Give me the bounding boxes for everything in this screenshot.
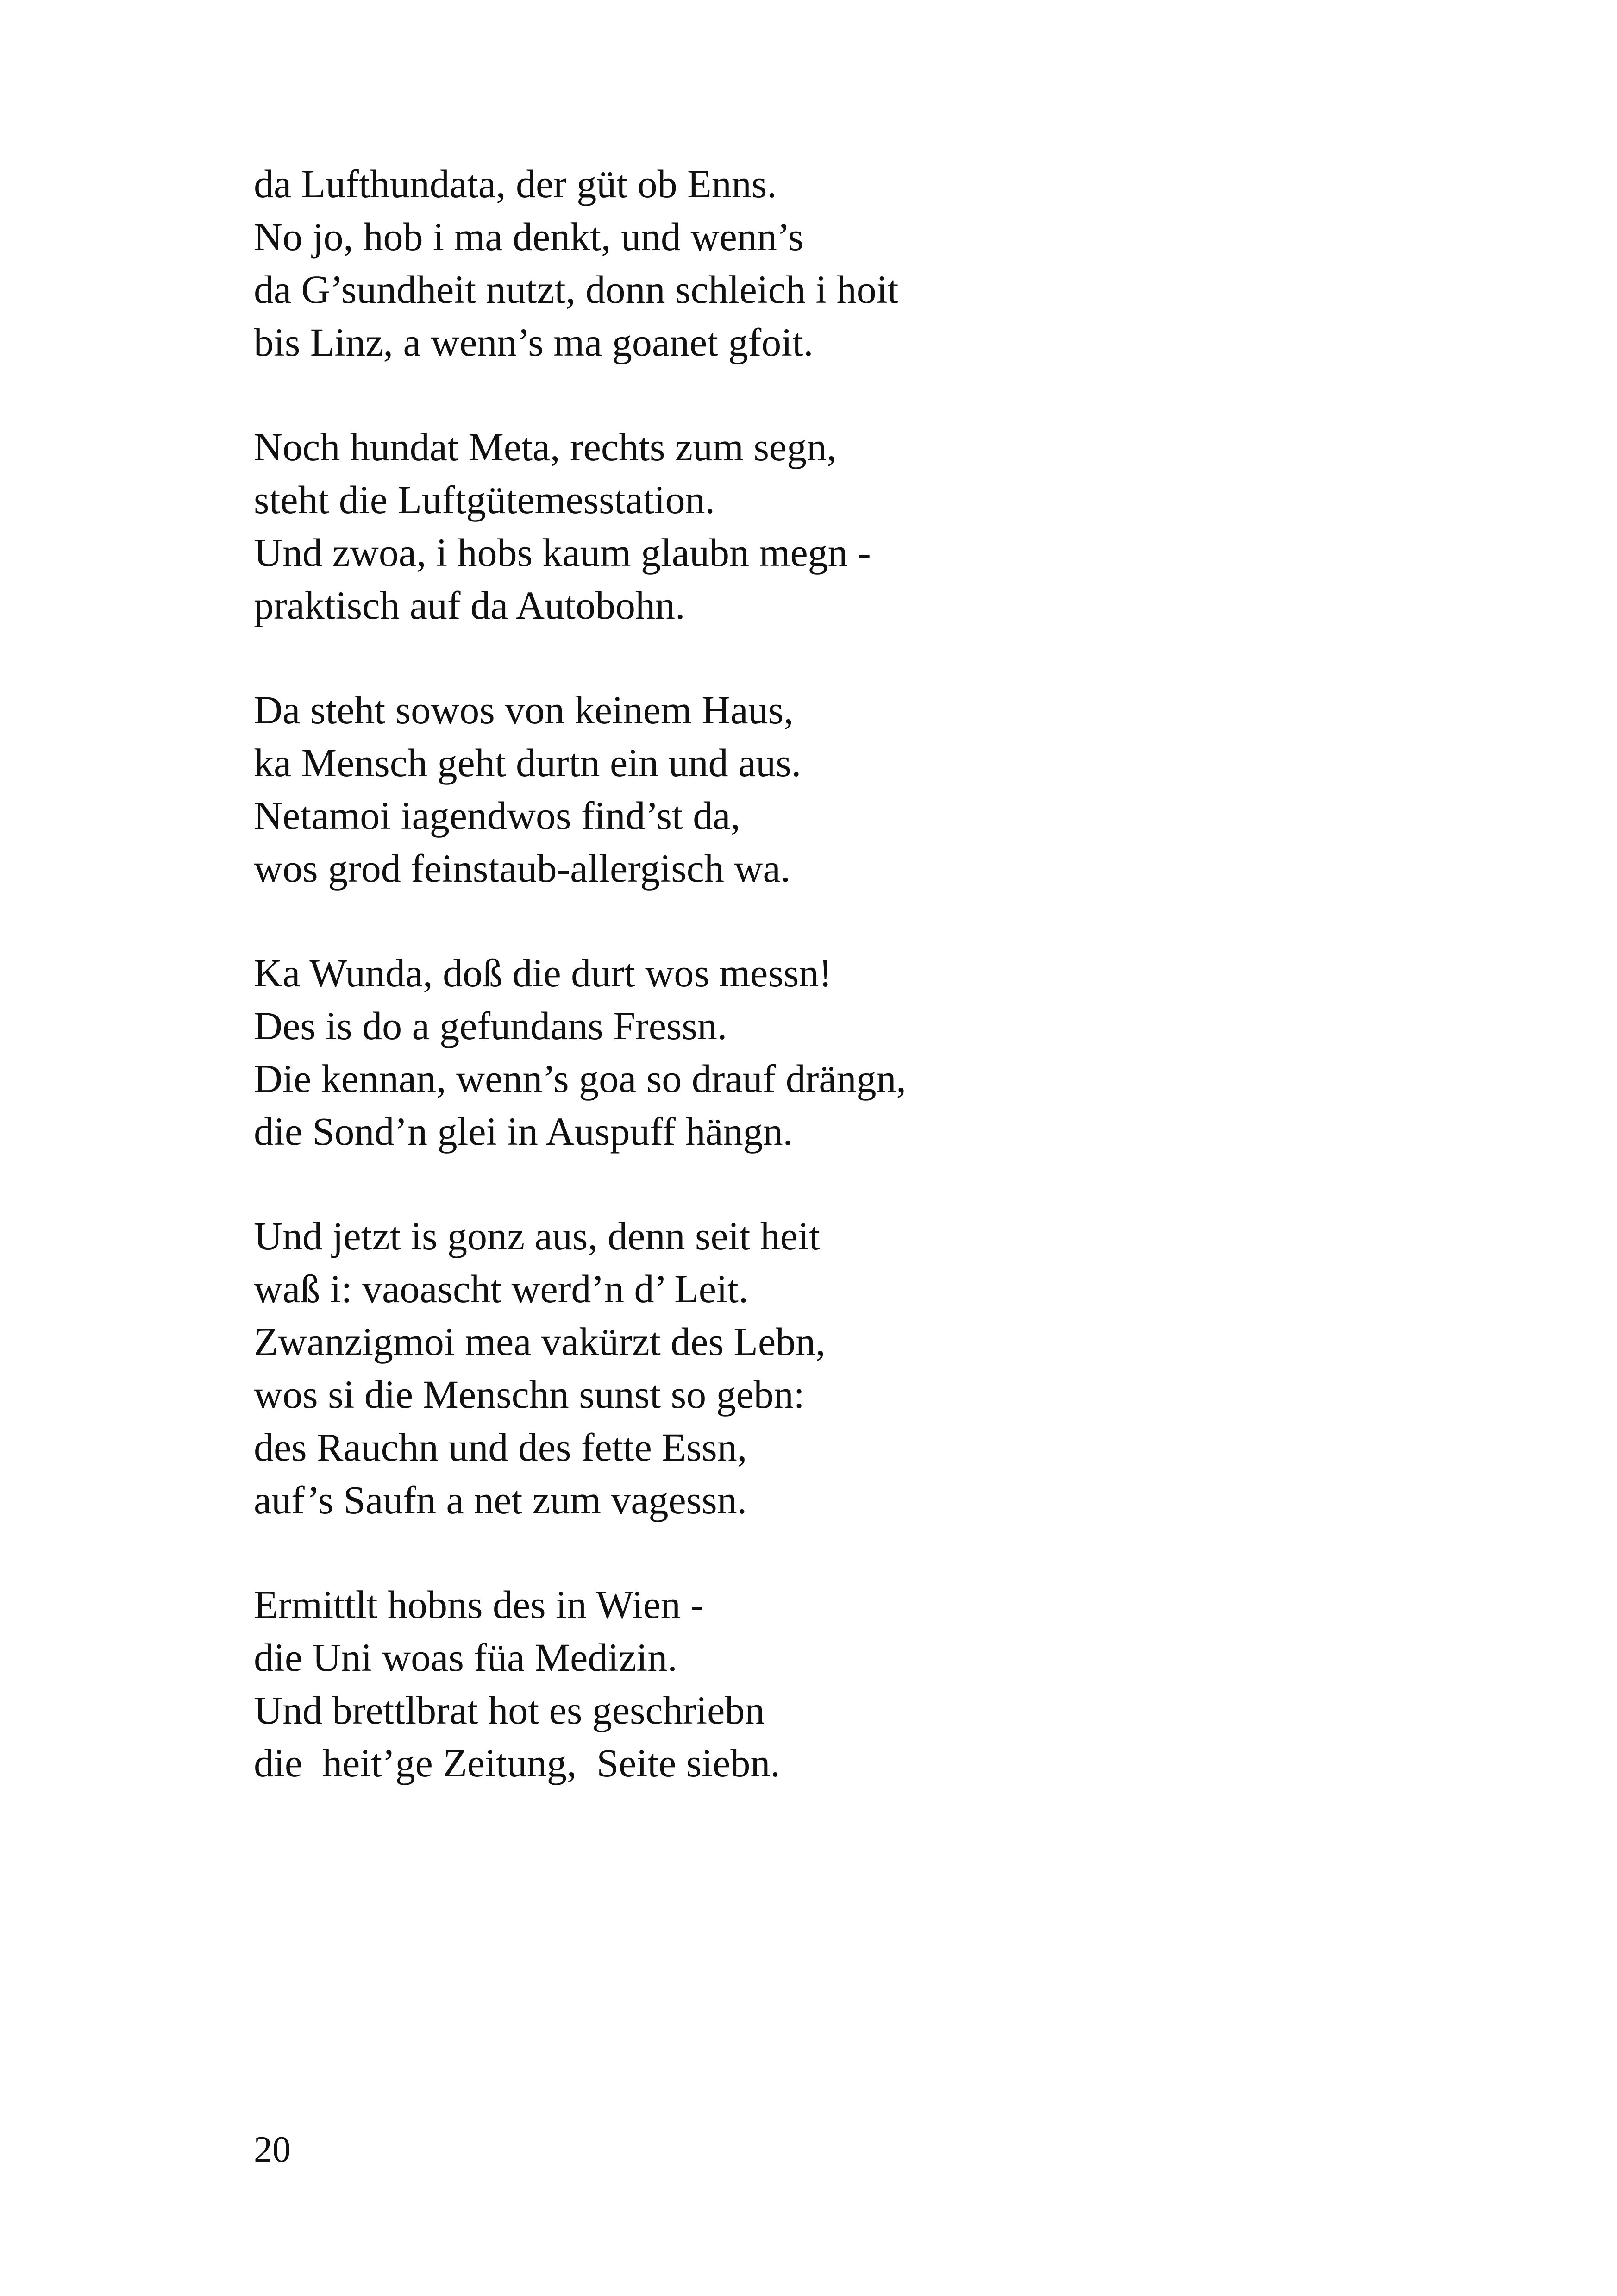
- poem-line: des Rauchn und des fette Essn,: [254, 1425, 747, 1469]
- poem-line: wos si die Menschn sunst so gebn:: [254, 1372, 805, 1417]
- stanza: [254, 947, 1458, 1158]
- poem-line: Und zwoa, i hobs kaum glaubn megn -: [254, 530, 871, 575]
- stanza: [254, 1578, 1458, 1789]
- poem-line: No jo, hob i ma denkt, und wenn’s: [254, 214, 804, 259]
- poem-line: wos grod feinstaub-allergisch wa.: [254, 846, 791, 891]
- poem-line: praktisch auf da Autobohn.: [254, 583, 685, 627]
- poem-line: die heit’ge Zeitung, Seite siebn.: [254, 1741, 780, 1785]
- poem-line: Noch hundat Meta, rechts zum segn,: [254, 425, 837, 469]
- poem-line: bis Linz, a wenn’s ma goanet gfoit.: [254, 320, 814, 364]
- poem-line: Da steht sowos von keinem Haus,: [254, 688, 794, 732]
- stanza: [254, 684, 1458, 895]
- poem-line: die Sond’n glei in Auspuff hängn.: [254, 1109, 793, 1154]
- page-number: 20: [254, 2129, 291, 2170]
- poem-line: da Lufthundata, der güt ob Enns.: [254, 162, 777, 206]
- poem-line: steht die Luftgütemesstation.: [254, 477, 715, 522]
- poem-line: auf’s Saufn a net zum vagessn.: [254, 1478, 747, 1522]
- stanza: [254, 1210, 1458, 1526]
- poem-line: Ermittlt hobns des in Wien -: [254, 1582, 704, 1627]
- poem-line: Und brettlbrat hot es geschriebn: [254, 1688, 765, 1732]
- poem-line: Und jetzt is gonz aus, denn seit heit: [254, 1214, 820, 1258]
- poem: [254, 157, 1458, 1841]
- poem-line: Des is do a gefundans Fressn.: [254, 1004, 727, 1048]
- poem-line: waß i: vaoascht werd’n d’ Leit.: [254, 1267, 749, 1311]
- poem-line: Zwanzigmoi mea vakürzt des Lebn,: [254, 1319, 826, 1364]
- poem-line: Die kennan, wenn’s goa so drauf drängn,: [254, 1056, 907, 1101]
- poem-line: da G’sundheit nutzt, donn schleich i hoit: [254, 267, 899, 312]
- poem-line: die Uni woas füa Medizin.: [254, 1635, 677, 1680]
- stanza: [254, 157, 1458, 369]
- poem-line: ka Mensch geht durtn ein und aus.: [254, 740, 802, 785]
- poem-line: Ka Wunda, doß die durt wos messn!: [254, 951, 832, 995]
- stanza: [254, 420, 1458, 632]
- poem-line: Netamoi iagendwos find’st da,: [254, 793, 740, 838]
